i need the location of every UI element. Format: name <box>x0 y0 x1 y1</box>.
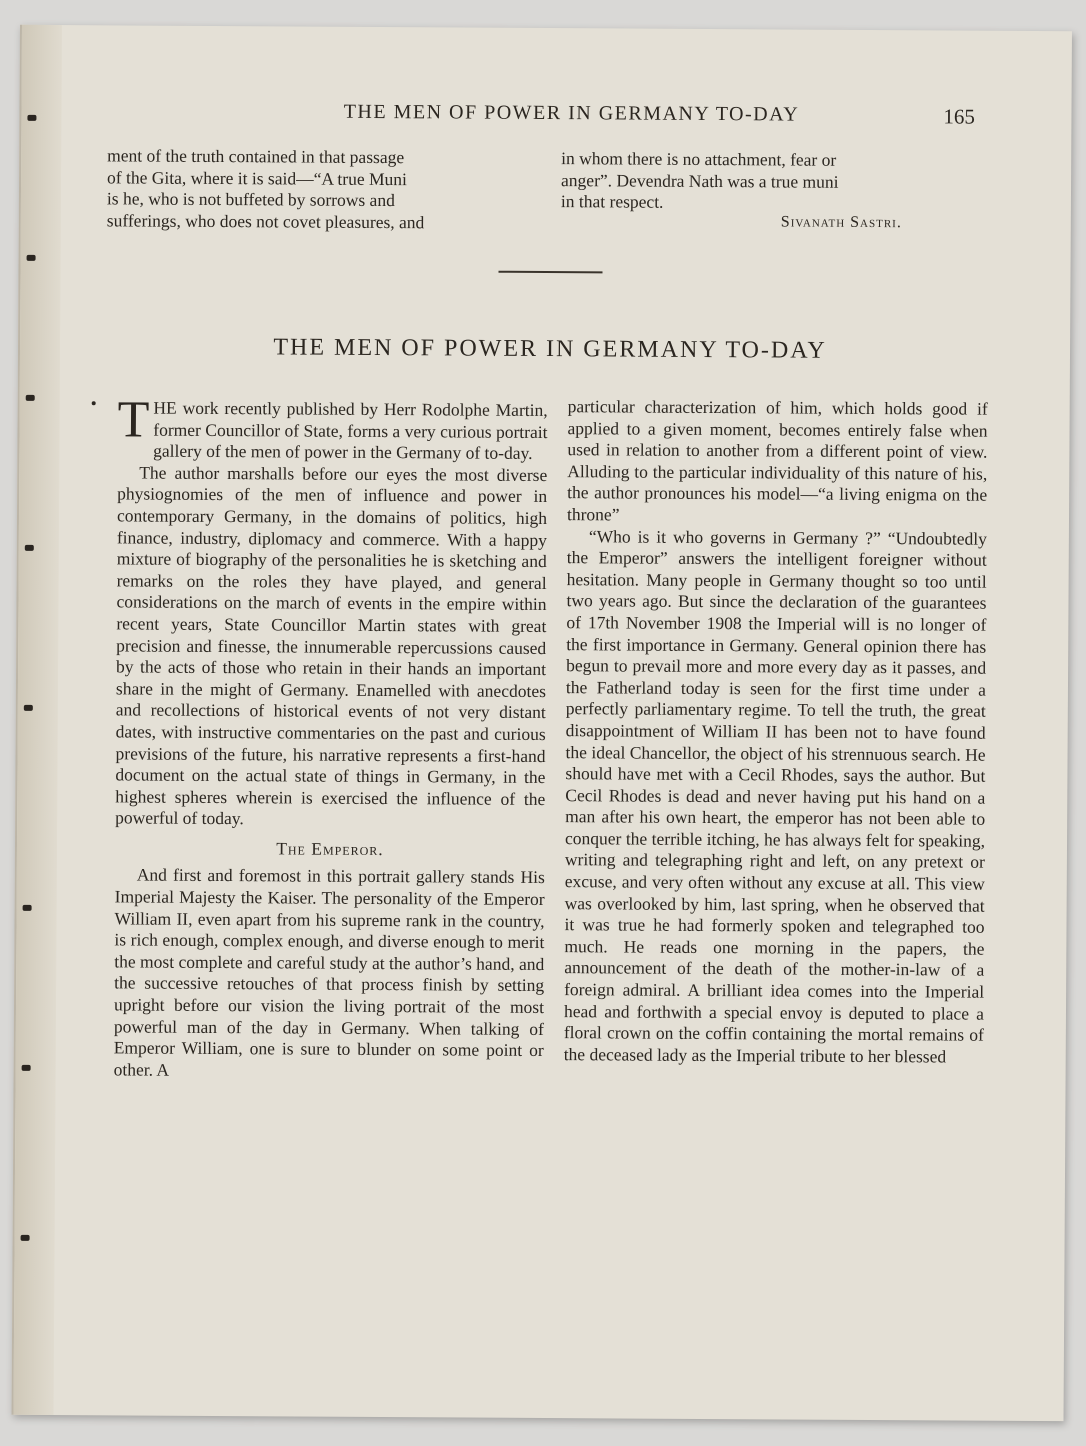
binding-stitch <box>21 1235 30 1241</box>
paragraph: The author marshalls before our eyes the most diverse physiognomies of the men of influence and power in contemporary Germany, in the domains of politics, high finance, industry, diplomacy and commerce. With a happy mixture of biography of the personalities he is sketching and remarks on the roles they have played, and general considerations on the march of events in the empire within recent years, State Councillor Martin states with great precision and finesse, the innumerable repercussions caused by the acts of those who retain in their hands an important share in the might of Germany. Enamelled with anecdotes and recollections of historical events of not very distant dates, with instructive commentaries on the past and curious previsions of the future, his narrative represents a first-hand document on the actual state of things in Germany, in the highest spheres wherein is exercised the influence of the powerful of today. <box>115 462 548 829</box>
binding-stitch <box>23 905 32 911</box>
text-line: ment of the truth contained in that passage <box>107 145 405 168</box>
binding-stitch <box>25 545 34 551</box>
paragraph-text: HE work recently published by Herr Rodolphe Martin, former Councillor of State, forms a very curious portrait gallery of the men of power in the Germany of to-day. <box>153 397 548 464</box>
page-binding <box>14 25 62 1415</box>
opening-paragraph <box>117 391 548 464</box>
binding-stitch <box>26 395 35 401</box>
binding-stitch <box>22 1065 31 1071</box>
section-divider <box>499 271 603 274</box>
paragraph: particular characterization of him, which holds good if applied to a given moment, becomes entirely false when used in relation to another from a different point of view. Alluding to the particular individuality of this nature of his, the author pronounces his model—“a living enigma on the throne” <box>566 396 988 525</box>
binding-stitch <box>27 115 36 121</box>
text-line: is he, who is not buffeted by sorrows and <box>106 188 395 211</box>
paragraph: “Who is it who governs in Germany ?” “Undoubtedly the Emperor” answers the intelligent foreigner without hesitation. Many people in Germany thought so too until two years ago. But since the declaration of the guarantees of 17th November 1908 the Imperial will is no longer of the first importance in Germany. General opinion there has begun to prevail more and more every day as it passes, and the Fatherland today is seen for the first time under a perfectly parliamentary regime. To tell the truth, the great disappointment of William II has been not to have found the ideal Chancellor, the object of his strennuous search. He should have met with a Cecil Rhodes, says the author. But Cecil Rhodes is dead and never having put his hand on a man after his own heart, the emperor has not been able to conquer the terrible itching, he has always felt for speaking, writing and telegraphing right and left, on any pretext or excuse, and very often without any excuse at all. This view was overlooked by him, last spring, when he observed that it was true he had formerly spoken and telegraphed too much. He reads one morning in the papers, the announcement of the death of the mother-in-law of a foreign admiral. A brilliant idea comes into the Imperial head and forthwith a special envoy is deputed to place a floral crown on the coffin containing the mortal remains of the deceased lady as the Imperial tribute to her blessed <box>563 525 987 1067</box>
article-left-column <box>113 391 548 1083</box>
binding-stitch <box>24 705 33 711</box>
article-right-column <box>564 396 988 1068</box>
drop-cap: T <box>117 391 150 449</box>
paragraph: And first and foremost in this portrait gallery stands His Imperial Majesty the Kaiser. The personality of the Emperor William II, even apart from his supreme rank in the country, is rich enough, complex enough, and diverse enough to merit the most complete and careful study at the author’s hand, and the successive retouches of that process finish by setting upright before our vision the living portrait of the most powerful man of the day in Germany. When talking of Emperor William, one is sure to blunder on some point or other. A <box>113 864 545 1080</box>
book-page <box>12 25 1072 1421</box>
text-line: in whom there is no attachment, fear or <box>561 148 837 170</box>
section-subhead: The Emperor. <box>276 838 384 859</box>
previous-article-left-column <box>107 145 533 234</box>
text-line: of the Gita, where it is said—“A true Muni <box>107 166 408 189</box>
margin-mark <box>92 401 96 405</box>
text-line: sufferings, who does not covet pleasures, and <box>106 210 425 233</box>
text-line: in that respect. <box>560 191 664 212</box>
page-number: 165 <box>943 104 976 129</box>
article-title: THE MEN OF POWER IN GERMANY TO-DAY <box>273 334 827 364</box>
author-signature: Sivanath Sastri. <box>780 213 902 232</box>
text-line: anger”. Devendra Nath was a true muni <box>561 169 839 192</box>
binding-stitch <box>27 255 36 261</box>
running-header: THE MEN OF POWER IN GERMANY TO-DAY <box>343 100 800 126</box>
previous-article-right-column <box>561 148 976 215</box>
